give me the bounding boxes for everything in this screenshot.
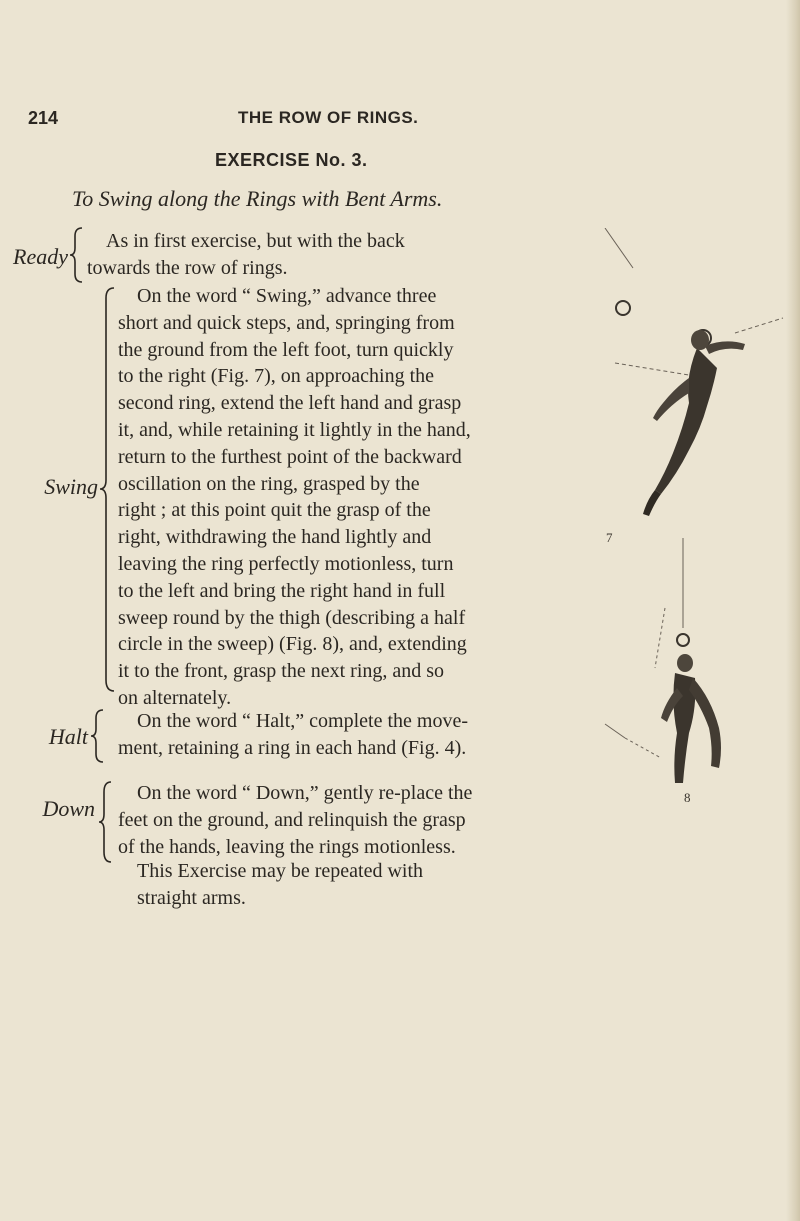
paragraph-swing <box>118 283 471 712</box>
swing-line: return to the furthest point of the backward <box>118 445 462 468</box>
ready-line: towards the row of rings. <box>87 256 288 279</box>
paragraph-closing <box>118 858 423 912</box>
swing-line: second ring, extend the left hand and grasp <box>118 392 462 415</box>
down-line: of the hands, leaving the rings motionless. <box>118 835 456 858</box>
label-swing: Swing <box>44 474 98 499</box>
down-line: On the word “ Down,” gently re-place the <box>137 782 473 804</box>
page-edge <box>786 0 800 1221</box>
ready-line: As in first exercise, but with the back <box>106 230 405 252</box>
swing-line: to the left and bring the right hand in full <box>118 579 446 602</box>
down-line: feet on the ground, and relinquish the grasp <box>118 808 466 831</box>
closing-line: straight arms. <box>137 886 246 909</box>
halt-line: On the word “ Halt,” complete the move- <box>137 710 468 732</box>
swing-line: short and quick steps, and, springing from <box>118 311 455 334</box>
figure-8-illustration <box>585 528 785 788</box>
label-ready: Ready <box>13 244 68 269</box>
figure-area <box>585 228 785 805</box>
swing-line: circle in the sweep) (Fig. 8), and, extending <box>118 633 467 656</box>
swing-line: sweep round by the thigh (describing a half <box>118 606 466 629</box>
figure-7-illustration <box>585 228 785 528</box>
running-head: THE ROW OF RINGS. <box>238 108 419 127</box>
closing-line: This Exercise may be repeated with <box>137 860 423 882</box>
halt-line: ment, retaining a ring in each hand (Fig. 4). <box>118 736 467 759</box>
brace-down <box>99 780 113 864</box>
paragraph-down <box>118 780 472 860</box>
paragraph-ready <box>87 228 405 282</box>
swing-line: it, and, while retaining it lightly in the hand, <box>118 418 471 441</box>
swing-line: right ; at this point quit the grasp of the <box>118 499 431 522</box>
brace-halt <box>91 708 105 764</box>
swing-line: to the right (Fig. 7), on approaching the <box>118 365 435 388</box>
label-halt: Halt <box>48 724 88 749</box>
paragraph-halt <box>118 708 468 762</box>
figure-8-label: 8 <box>684 790 691 805</box>
exercise-title: EXERCISE No. 3. <box>215 150 368 170</box>
swing-line: leaving the ring perfectly motionless, turn <box>118 552 454 575</box>
swing-line: On the word “ Swing,” advance three <box>137 285 437 307</box>
figure-7-label: 7 <box>606 530 613 545</box>
page-number: 214 <box>28 108 59 128</box>
brace-swing <box>100 286 116 694</box>
exercise-subtitle: To Swing along the Rings with Bent Arms. <box>72 186 443 211</box>
swing-line: it to the front, grasp the next ring, and so <box>118 660 445 683</box>
label-down: Down <box>42 796 95 821</box>
swing-line: on alternately. <box>118 686 232 709</box>
page-header <box>28 108 768 132</box>
brace-ready <box>70 226 84 284</box>
swing-line: oscillation on the ring, grasped by the <box>118 472 420 495</box>
swing-line: right, withdrawing the hand lightly and <box>118 526 432 549</box>
swing-line: the ground from the left foot, turn quickly <box>118 338 454 361</box>
